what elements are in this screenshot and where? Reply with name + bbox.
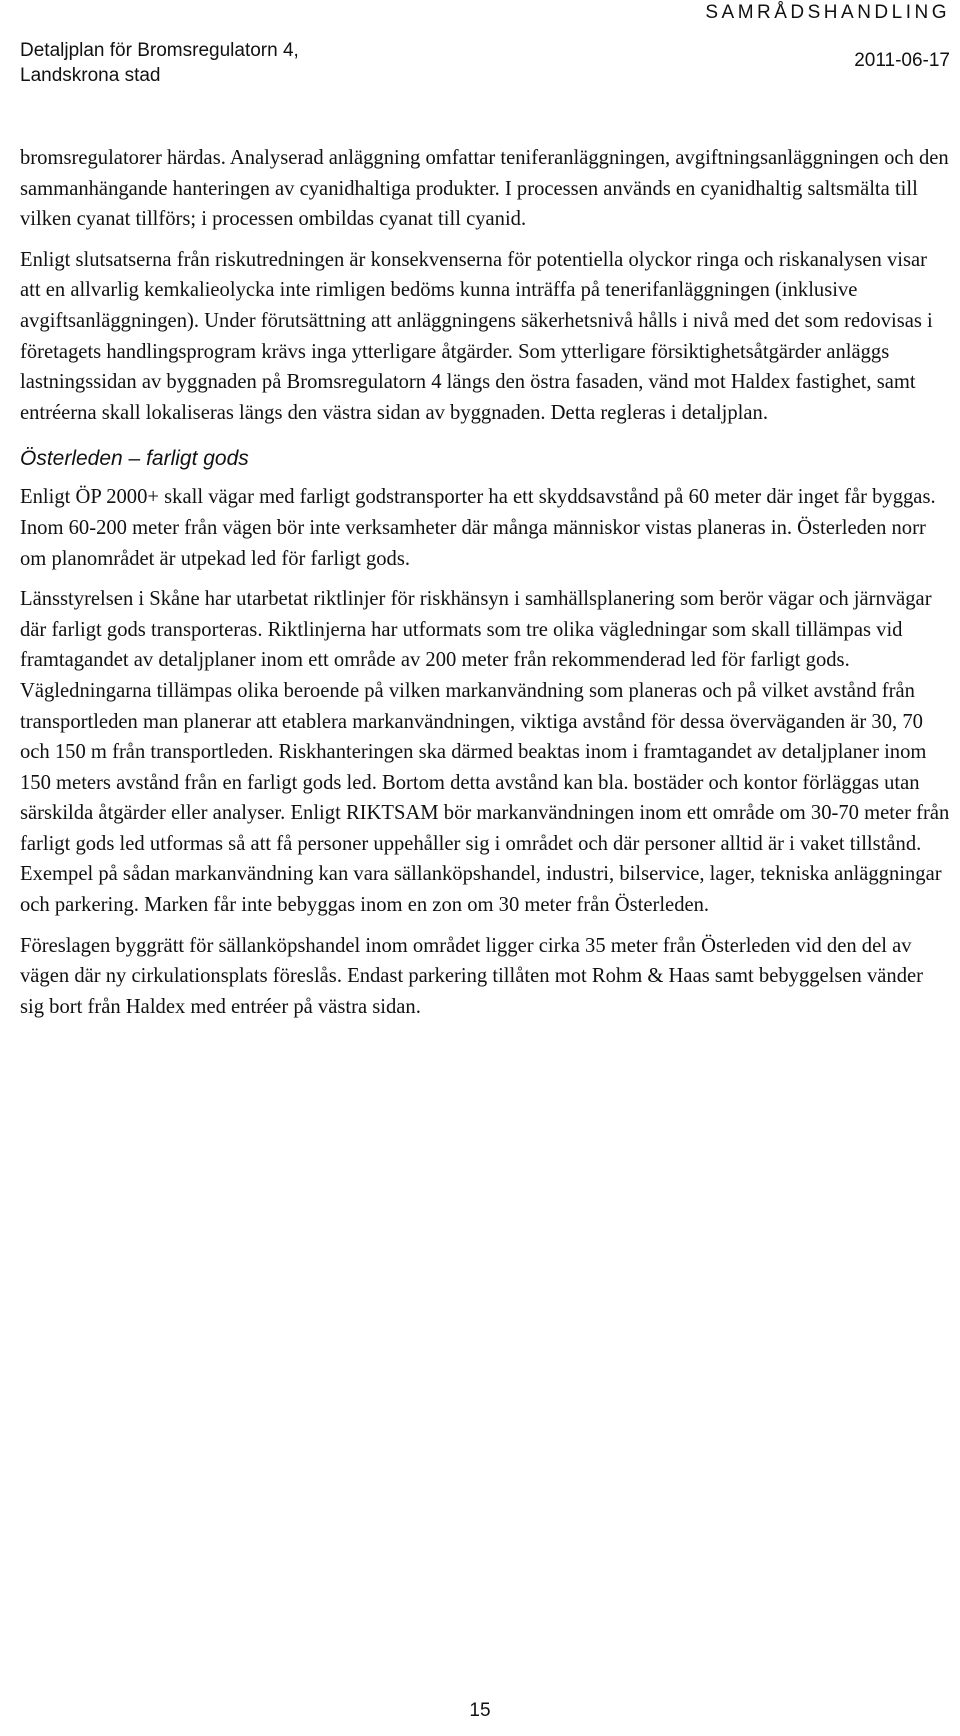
document-status-stamp: SAMRÅDSHANDLING <box>705 2 950 23</box>
page-number: 15 <box>469 1700 491 1721</box>
section-heading: Österleden – farligt gods <box>20 447 249 471</box>
paragraph-lansstyrelsen: Länsstyrelsen i Skåne har utarbetat riktlinjer för riskhänsyn i samhällsplanering som berör vägar och järnvägar där farligt gods transporteras. Riktlinjerna har utformats som tre olika vägledningar som skall tillämpas vid framtagandet av detaljplaner inom ett område av 200 meter från rekommenderad led för farligt gods. Vägledningarna tillämpas olika beroende på vilken markanvändning som planeras och på vilket avstånd från transportleden man planerar att etablera markanvändningen, viktiga avstånd för dessa överväganden är 30, 70 och 150 m från transportleden. Riskhanteringen ska därmed beaktas inom i framtagandet av detaljplaner inom 150 meters avstånd från en farligt gods led. Bortom detta avstånd kan bla. bostäder och kontor förläggas utan särskilda åtgärder eller analyser. Enligt RIKTSAM bör markanvändningen inom ett område om 30-70 meter från farligt gods led utformas så att få personer uppehåller sig i området och där personer alltid är i vaket tillstånd. Exempel på sådan markanvändning kan vara sällanköpshandel, industri, bilservice, lager, tekniska anläggningar och parkering. Marken får inte bebyggas inom en zon om 30 meter från Österleden. <box>20 588 950 917</box>
document-title-line1: Detaljplan för Bromsregulatorn 4, <box>20 40 299 61</box>
paragraph-proposed-building-rights: Föreslagen byggrätt för sällanköpshandel inom området ligger cirka 35 meter från Österleden vid den del av vägen där ny cirkulationsplats föreslås. Endast parkering tillåten mot Rohm & Haas samt bebyggelsen vänder sig bort från Haldex med entréer på västra sidan. <box>20 934 924 1018</box>
document-title <box>20 38 540 88</box>
paragraph-op-2000: Enligt ÖP 2000+ skall vägar med farligt godstransporter ha ett skyddsavstånd på 60 meter där inget får byggas. Inom 60-200 meter från vägen bör inte verksamheter där många människor vistas planeras in. Österleden norr om planområdet är utpekad led för farligt gods. <box>20 486 936 570</box>
document-title-line2: Landskrona stad <box>20 65 161 86</box>
page-header <box>20 0 950 84</box>
paragraph-risk-conclusion: Enligt slutsatserna från riskutredningen är konsekvenserna för potentiella olyckor ringa och riskanalysen visar att en allvarlig kemkalieolycka inte rimligen bedöms kunna inträffa på tenerifanläggningen (inklusive avgiftsanläggningen). Under förutsättning att anläggningens säkerhetsnivå hålls i nivå med det som redovisas i företagets handlingsprogram krävs inga ytterligare åtgärder. Som ytterligare försiktighetsåtgärder anläggs lastningssidan av byggnaden på Bromsregulatorn 4 längs den östra fasaden, vänd mot Haldex fastighet, samt entréerna skall lokaliseras längs den västra sidan av byggnaden. Detta regleras i detaljplan. <box>20 248 933 424</box>
document-body <box>20 143 950 1022</box>
paragraph-continuation: bromsregulatorer härdas. Analyserad anläggning omfattar teniferanläggningen, avgiftningsanläggningen och den sammanhängande hanteringen av cyanidhaltiga produkter. I processen används en cyanidhaltig saltsmälta till vilken cyanat tillförs; i processen ombildas cyanat till cyanid. <box>20 147 949 231</box>
document-date: 2011-06-17 <box>854 50 950 71</box>
